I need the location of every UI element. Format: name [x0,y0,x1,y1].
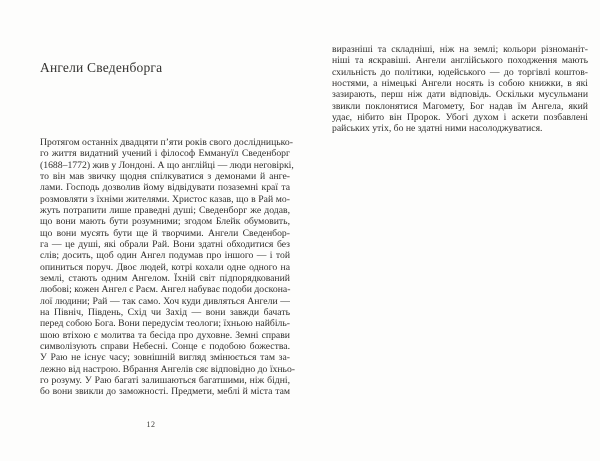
text-line: опиниться поруч. Двоє людей, котрі кохали одне одного на [40,261,290,273]
text-line: слів; досить, щоб один Ангел подумав про іншого — і той [40,250,290,262]
text-line: ніші та яскравіші. Ангели англійського походження мають [332,55,588,67]
text-line: Протягом останніх двадцяти п’яти років свого дослідницько- [40,137,293,148]
text-line: бо вони звикли до заможності. Предмети, меблі й міста там [40,386,290,398]
chapter-title: Ангели Сведенборга [40,60,163,75]
left-page-text [40,137,296,398]
text-line: що вони мають бути розумними; згодом Блейк обумовить, [40,216,290,228]
text-line: розмовляти з їхніми жителями. Христос казав, що в Рай мо- [40,193,290,205]
text-line: символізують справи Небесні. Сонце є подобою божества. [40,340,290,352]
text-line: удає, нібито він Пророк. Убогі духом і аскети позбавлені [332,111,588,123]
text-line: звикли поклонятися Магомету, Бог надав їм Ангела, який [332,100,588,112]
text-line: го життя видатний учений і філософ Еммануїл Сведенборг [40,148,290,160]
text-line: райських утіх, бо не здатні ними насолоджуватися. [332,123,543,135]
text-line: го розуму. У Раю багаті залишаються багатшими, ніж бідні, [40,374,290,386]
text-line: схильність до політики, юдейського — до торгівлі коштов- [332,66,588,78]
text-line: жуть потрапити лише праведні душі; Сведенборг же додав, [40,204,290,216]
text-line: на Північ, Південь, Схід чи Захід — вони завжди бачать [40,306,290,318]
text-line: виразніші та складніші, ніж на землі; кольори різноманіт- [332,44,588,55]
text-line: лами. Господь дозволив йому відвідувати позаземні краї та [40,182,290,194]
text-line: га — це душі, які обрали Рай. Вони здатні обходитися без [40,238,290,250]
text-line: ностями, а німецькі Ангели носять із собою книжки, в які [332,77,588,89]
text-line: любові; кожен Ангел є Раєм. Ангел набуває подоби доскона- [40,284,291,296]
text-line: перед собою Бога. Вони передусім теологи; їхньою найбіль- [40,318,290,330]
text-line: лої людини; Рай — так само. Хоч куди дивляться Ангели — [40,295,290,307]
text-line: що вони мусять бути ще й творчими. Ангели Сведенбор- [40,227,290,239]
text-line: землі, стають одним Ангелом. Їхній світ підпорядкований [40,272,290,284]
text-line: У Раю не існує часу; зовнішній вигляд змінюється там за- [40,352,290,364]
text-line: то він мав звичку щодня спілкуватися з демонами й анге- [40,170,290,182]
text-line: зазирають, перш ніж дати відповідь. Оскільки мусульмани [332,89,588,101]
text-line: (1688–1772) жив у Лондоні. А що англійці — люди неговіркі, [40,159,294,171]
right-page-text [332,44,588,135]
text-line: шою втіхою є молитва та бесіда про духовне. Земні справи [40,329,290,341]
text-line: лежно від настрою. Вбрання Ангелів сяє відповідно до їхньо- [40,363,296,375]
page-number: 12 [146,420,156,429]
